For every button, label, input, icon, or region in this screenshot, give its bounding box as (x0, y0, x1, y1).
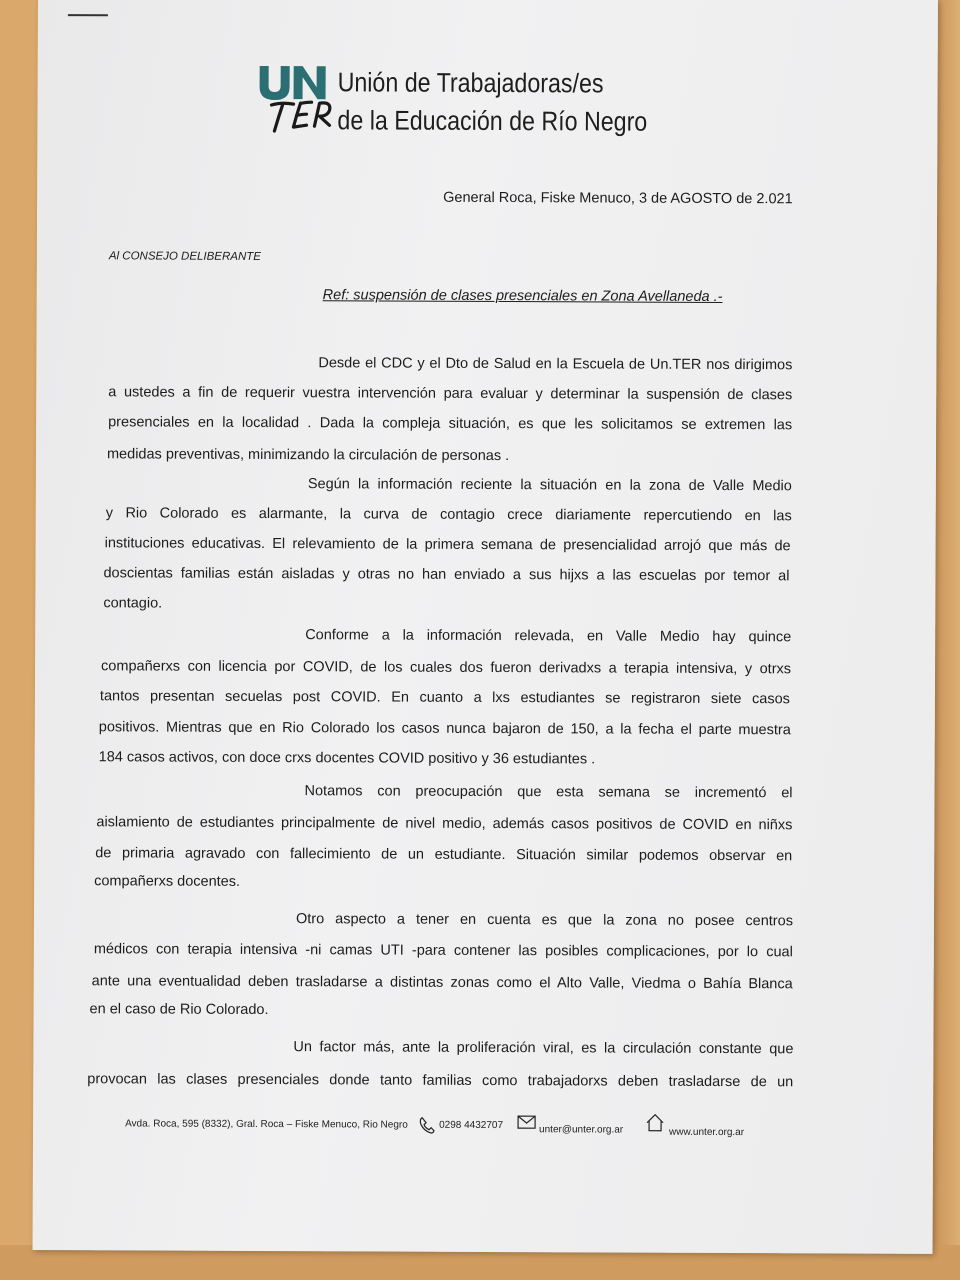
body-line: compañerxs con licencia por COVID, de los cuales dos fueron derivadxs a terapia intensiva, y otrxs (101, 658, 792, 678)
body-line: Desde el CDC y el Dto de Salud en la Escuela de Un.TER nos dirigimos (318, 355, 793, 374)
envelope-icon (517, 1114, 537, 1130)
body-line: Según la información reciente la situación en la zona de Valle Medio (307, 476, 792, 495)
body-line: provocan las clases presenciales donde tanto familias como trabajadorxs deben trasladarse de un (87, 1071, 794, 1091)
pen-mark (68, 14, 108, 16)
body-line: Otro aspecto a tener en cuenta es que la zona no posee centros (295, 911, 794, 930)
organization-name (337, 63, 647, 140)
body-line: positivos. Mientras que en Rio Colorado los casos nunca bajaron de 150, a la fecha el parte muestra (98, 719, 791, 739)
body-line: Conforme a la información relevada, en Valle Medio hay quince (305, 627, 792, 646)
body-line: de primaria agravado con fallecimiento de un estudiante. Situación similar podemos observar en (95, 845, 793, 865)
body-line: instituciones educativas. El relevamiento de la primera semana de presencialidad arrojó que más de (104, 535, 791, 555)
body-line: en el caso de Rio Colorado. (89, 1001, 269, 1019)
body-line: ante una eventualidad deben trasladarse a distintas zonas como el Alto Valle, Viedma o Bahía Blanca (91, 973, 793, 993)
body-line: 184 casos activos, con doce crxs docentes COVID positivo y 36 estudiantes . (98, 749, 596, 768)
body-line: presenciales en la localidad . Dada la compleja situación, es que les solicitamos se extremen las (108, 414, 793, 434)
footer-website: www.unter.org.ar (669, 1126, 745, 1139)
letter-page (33, 0, 938, 1254)
body-line: Un factor más, ante la proliferación viral, es la circulación constante que (293, 1039, 794, 1058)
reference-line: Ref: suspensión de clases presenciales en Zona Avellaneda .- (322, 287, 723, 305)
unter-logo (257, 63, 337, 135)
body-line: tantos presentan secuelas post COVID. En cuanto a lxs estudiantes se registraron siete casos (99, 688, 790, 708)
phone-icon (418, 1116, 436, 1136)
body-line: a ustedes a fin de requerir vuestra intervención para evaluar y determinar la suspensión de clases (108, 384, 793, 404)
body-line: médicos con terapia intensiva -ni camas UTI -para contener las posibles complicaciones, por lo cual (93, 941, 793, 961)
body-line: y Rio Colorado es alarmante, la curva de contagio crece diariamente repercutiendo en las (105, 505, 792, 525)
body-line: Notamos con preocupación que esta semana se incrementó el (304, 783, 793, 802)
body-line: medidas preventivas, minimizando la circulación de personas . (106, 446, 510, 465)
body-line: compañerxs docentes. (94, 873, 241, 890)
date-line: General Roca, Fiske Menuco, 3 de AGOSTO de 2.021 (443, 189, 793, 208)
org-name-line1: Unión de Trabajadoras/es (337, 67, 604, 99)
body-line: contagio. (103, 595, 163, 612)
addressee: Al CONSEJO DELIBERANTE (108, 250, 261, 263)
footer-phone: 0298 4432707 (439, 1119, 504, 1132)
body-line: aislamiento de estudiantes principalmente de nivel medio, además casos positivos de COVID en niñxs (96, 814, 793, 834)
house-icon (645, 1113, 665, 1133)
footer-address: Avda. Roca, 595 (8332), Gral. Roca – Fiske Menuco, Rio Negro (125, 1118, 408, 1131)
footer-email: unter@unter.org.ar (539, 1124, 624, 1136)
body-line: doscientas familias están aisladas y otras no han enviado a sus hijxs a las escuelas por temor al (103, 565, 790, 585)
org-name-line2: de la Educación de Río Negro (337, 105, 648, 137)
